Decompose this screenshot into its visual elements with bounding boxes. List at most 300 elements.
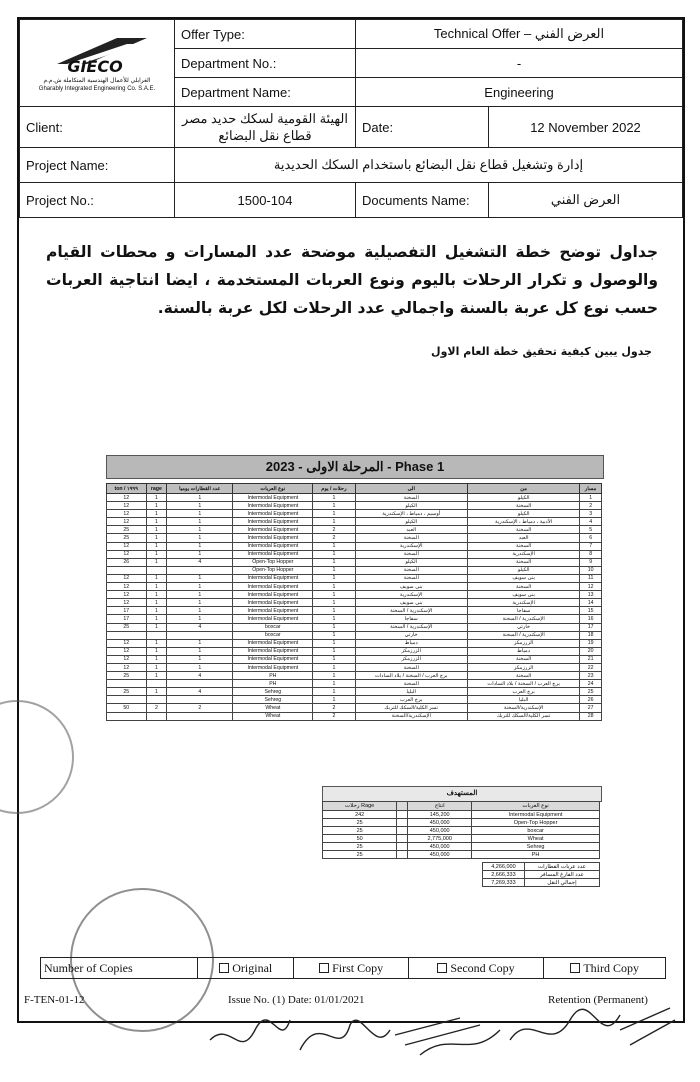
table-cell: العبد	[355, 526, 467, 534]
table-cell: Intermodal Equipment	[472, 811, 600, 819]
table-cell: 1	[167, 647, 233, 655]
phase-table-row	[107, 688, 602, 696]
table-cell: 12	[107, 655, 147, 663]
table-cell: الكيلو	[355, 502, 467, 510]
phase-table-row	[107, 647, 602, 655]
column-header: من	[467, 484, 579, 494]
documents-name-value: العرض الفني	[489, 183, 683, 218]
phase-table-row	[107, 542, 602, 550]
table-cell: الإسكندرية	[355, 591, 467, 599]
table-cell: 1	[146, 526, 167, 534]
copy-third[interactable]	[544, 958, 666, 979]
table-cell: 25	[107, 534, 147, 542]
table-cell: 1	[313, 566, 355, 574]
table-cell: Intermodal Equipment	[233, 494, 313, 502]
table-cell: 1	[313, 696, 355, 704]
table-cell: 12	[107, 550, 147, 558]
table-cell: خارتي	[467, 623, 579, 631]
table-cell: 1	[146, 639, 167, 647]
logo-emblem-icon	[37, 34, 157, 74]
column-header: الى	[355, 484, 467, 494]
phase-table-row	[107, 502, 602, 510]
totals-table-row	[483, 871, 600, 879]
column-header: عدد القطارات يوميا	[167, 484, 233, 494]
table-cell: 8	[580, 550, 602, 558]
phase-table-row	[107, 534, 602, 542]
table-cell	[146, 712, 167, 720]
phase-table-row	[107, 631, 602, 639]
table-cell: 1	[313, 591, 355, 599]
table-cell: 1	[313, 607, 355, 615]
table-cell: السخنة	[355, 550, 467, 558]
logo-arabic-name: الغرابلي للأعمال الهندسية المتكاملة ش.م.م	[43, 77, 151, 84]
table-cell: السخنة	[355, 566, 467, 574]
table-cell: 12	[107, 647, 147, 655]
table-cell: بنى سويف	[467, 591, 579, 599]
table-cell: الزرزمكز	[355, 655, 467, 663]
table-cell: 12	[107, 639, 147, 647]
phase-table-row	[107, 591, 602, 599]
phase-table-row	[107, 623, 602, 631]
table-cell: السخنة	[355, 680, 467, 688]
table-cell: السخنة	[467, 542, 579, 550]
table-cell: 4,266,000	[483, 863, 525, 871]
table-cell: 50	[323, 835, 397, 843]
table-cell: 25	[323, 819, 397, 827]
table-cell: البليا	[467, 696, 579, 704]
phase-table-row	[107, 566, 602, 574]
table-cell: Intermodal Equipment	[233, 599, 313, 607]
phase-table	[106, 483, 602, 721]
copy-second-label: Second Copy	[450, 960, 515, 975]
table-cell: 1	[146, 550, 167, 558]
phase-table-header	[107, 484, 602, 494]
table-cell	[167, 696, 233, 704]
table-cell: 25	[107, 623, 147, 631]
table-cell: 1	[167, 583, 233, 591]
table-cell: 1	[313, 518, 355, 526]
column-header: rage	[146, 484, 167, 494]
table-cell: 21	[580, 655, 602, 663]
table-cell: 1	[146, 583, 167, 591]
phase-table-row	[107, 550, 602, 558]
table-cell: 1	[313, 623, 355, 631]
totals-table-row	[483, 879, 600, 887]
table-cell: السخنة	[467, 655, 579, 663]
date-value: 12 November 2022	[489, 107, 683, 148]
table-cell: 2	[313, 712, 355, 720]
table-cell: خارتي	[355, 631, 467, 639]
copy-original[interactable]	[198, 958, 294, 979]
table-cell: Intermodal Equipment	[233, 591, 313, 599]
department-name-value: Engineering	[356, 78, 683, 107]
table-cell: 25	[323, 827, 397, 835]
table-cell: 2	[313, 526, 355, 534]
table-cell: تسر الكلية/السكك للتربك	[467, 712, 579, 720]
table-cell: البليا	[355, 688, 467, 696]
table-cell: 1	[167, 518, 233, 526]
table-cell: بنى سويف	[467, 574, 579, 582]
table-cell: Intermodal Equipment	[233, 518, 313, 526]
table-cell: إجمالي النقل	[524, 879, 599, 887]
table-cell: دمياط	[355, 639, 467, 647]
table-cell	[397, 811, 408, 819]
future-table-title: المستهدف	[322, 786, 602, 802]
table-cell: الزرزمكز	[467, 639, 579, 647]
table-cell: Open-Top Hopper	[233, 558, 313, 566]
table-cell: 1	[313, 583, 355, 591]
table-cell: Intermodal Equipment	[233, 542, 313, 550]
table-cell: 9	[580, 558, 602, 566]
table-cell: الكيلو	[467, 510, 579, 518]
table-cell: 450,000	[408, 819, 472, 827]
table-cell: 1	[313, 647, 355, 655]
table-cell	[397, 851, 408, 859]
table-cell: 12	[107, 502, 147, 510]
table-cell	[397, 827, 408, 835]
table-cell: Open-Top Hopper	[233, 566, 313, 574]
table-cell: الزرزمكز	[355, 647, 467, 655]
table-cell: 12	[107, 494, 147, 502]
table-cell: 2	[167, 704, 233, 712]
table-cell: 10	[580, 566, 602, 574]
table-cell: 25	[580, 688, 602, 696]
documents-name-label: Documents Name:	[356, 183, 489, 218]
future-table-row	[323, 827, 600, 835]
table-cell	[146, 696, 167, 704]
table-cell: 25	[323, 851, 397, 859]
table-cell: boxcar	[233, 631, 313, 639]
column-header: رحلات / يوم	[313, 484, 355, 494]
phase-banner: المرحلة الاولى - 2023 - Phase 1	[106, 455, 604, 479]
phase-table-row	[107, 510, 602, 518]
table-cell: 25	[107, 688, 147, 696]
table-cell: 16	[580, 615, 602, 623]
table-cell	[146, 631, 167, 639]
company-logo	[20, 20, 175, 107]
header-table	[19, 19, 683, 218]
table-cell: 12	[107, 510, 147, 518]
table-cell: 26	[107, 558, 147, 566]
table-cell: 1	[313, 655, 355, 663]
table-cell: 1	[313, 502, 355, 510]
table-cell: Wheat	[233, 712, 313, 720]
table-cell: Intermodal Equipment	[233, 639, 313, 647]
table-cell: boxcar	[233, 623, 313, 631]
table-cell: 4	[167, 623, 233, 631]
table-cell: الإسكندرية / السخنة	[467, 631, 579, 639]
copy-third-label: Third Copy	[583, 960, 639, 975]
copy-second[interactable]	[408, 958, 544, 979]
table-cell: PH	[233, 672, 313, 680]
table-cell: 1	[167, 615, 233, 623]
table-cell: 1	[146, 655, 167, 663]
handwritten-signatures	[200, 1000, 680, 1076]
table-cell: 12	[107, 583, 147, 591]
copies-table	[40, 957, 666, 979]
table-cell: 1	[313, 494, 355, 502]
future-table-body	[323, 811, 600, 859]
table-cell: 1	[313, 550, 355, 558]
table-cell: الإسكندرية	[467, 599, 579, 607]
table-cell: 14	[580, 599, 602, 607]
table-cell: 2,775,000	[408, 835, 472, 843]
table-cell	[107, 631, 147, 639]
table-cell: برج العرب	[467, 688, 579, 696]
phase-table-row	[107, 696, 602, 704]
future-table-header	[323, 802, 600, 811]
table-cell: الإسكندرية/السخنة	[467, 704, 579, 712]
table-cell: 1	[167, 599, 233, 607]
phase-table-row	[107, 583, 602, 591]
table-cell: الإسكندرية / السخنة	[467, 615, 579, 623]
phase-table-row	[107, 526, 602, 534]
table-cell: الإسكندرية/السخنة	[355, 712, 467, 720]
table-cell: Open-Top Hopper	[472, 819, 600, 827]
table-cell: السخنة	[355, 494, 467, 502]
table-cell: 1	[167, 574, 233, 582]
column-header: نوع العربات	[472, 802, 600, 811]
table-cell: Intermodal Equipment	[233, 510, 313, 518]
table-cell: السخنة	[467, 526, 579, 534]
table-cell: 1	[146, 591, 167, 599]
table-cell: 1	[167, 639, 233, 647]
table-cell: 7	[580, 542, 602, 550]
table-cell: 4	[167, 688, 233, 696]
table-cell: 1	[313, 688, 355, 696]
table-cell: 4	[580, 518, 602, 526]
table-cell: الكيلو	[467, 494, 579, 502]
table-cell: 2	[580, 502, 602, 510]
table-cell: السخنة	[467, 558, 579, 566]
table-cell: 1	[146, 534, 167, 542]
table-cell: الأدبية ، دمياط ، الإسكندرية	[467, 518, 579, 526]
table-cell: 24	[580, 680, 602, 688]
table-cell: Sehreg	[472, 843, 600, 851]
table-cell	[107, 712, 147, 720]
table-cell: 2	[146, 704, 167, 712]
table-cell: 1	[146, 663, 167, 671]
table-cell: 1	[146, 615, 167, 623]
table-cell: 15	[580, 607, 602, 615]
table-cell: 1	[146, 599, 167, 607]
offer-type-value: Technical Offer – العرض الفني	[356, 20, 683, 49]
table-cell: بنى سويف	[355, 583, 467, 591]
table-cell: السخنة	[355, 534, 467, 542]
future-table-row	[323, 843, 600, 851]
table-cell: سفاجا	[467, 607, 579, 615]
table-cell: 1	[313, 615, 355, 623]
offer-type-label: Offer Type:	[175, 20, 356, 49]
table-cell: 17	[107, 607, 147, 615]
table-cell: 5	[580, 526, 602, 534]
table-cell: 19	[580, 639, 602, 647]
table-cell: 6	[580, 534, 602, 542]
table-cell: برج العرب / السخنة / بلاد السادات	[467, 680, 579, 688]
copy-first[interactable]	[294, 958, 408, 979]
table-cell: السخنة	[355, 574, 467, 582]
table-cell: 450,000	[408, 843, 472, 851]
table-cell: 25	[107, 526, 147, 534]
table-cell: الكيلو	[355, 558, 467, 566]
table-cell: 12	[107, 574, 147, 582]
copies-label: Number of Copies	[41, 958, 198, 979]
table-cell: Intermodal Equipment	[233, 574, 313, 582]
table-cell: 4	[167, 558, 233, 566]
table-cell: Intermodal Equipment	[233, 526, 313, 534]
table-cell: 12	[107, 542, 147, 550]
table-cell: برج العرب	[355, 696, 467, 704]
table-cell: الإسكندرية	[355, 542, 467, 550]
table-cell: Intermodal Equipment	[233, 655, 313, 663]
copy-first-label: First Copy	[332, 960, 384, 975]
first-copy-checkbox[interactable]	[319, 963, 329, 973]
table-cell	[397, 843, 408, 851]
table-cell: Intermodal Equipment	[233, 502, 313, 510]
future-table-row	[323, 851, 600, 859]
table-cell: 1	[146, 518, 167, 526]
table-cell: 1	[146, 672, 167, 680]
table-cell: Wheat	[233, 704, 313, 712]
table-cell: Intermodal Equipment	[233, 583, 313, 591]
table-cell: 1	[167, 607, 233, 615]
phase-table-row	[107, 712, 602, 720]
logo-text: GIECO	[67, 56, 123, 74]
table-cell: 22	[580, 663, 602, 671]
table-cell: 1	[167, 655, 233, 663]
table-cell: 1	[313, 631, 355, 639]
table-cell: Intermodal Equipment	[233, 550, 313, 558]
column-header: مسار	[580, 484, 602, 494]
table-cell	[397, 835, 408, 843]
table-cell: الكيلو	[355, 518, 467, 526]
table-cell: السخنة	[467, 672, 579, 680]
table-cell: 1	[146, 574, 167, 582]
table-cell: 450,000	[408, 851, 472, 859]
phase-table-row	[107, 663, 602, 671]
table-cell: 1	[146, 688, 167, 696]
table-cell: 1	[313, 672, 355, 680]
table-cell: 25	[107, 672, 147, 680]
table-cell: Sehreg	[233, 696, 313, 704]
table-cell: تسر الكلية/السكك للتربك	[355, 704, 467, 712]
totals-table-body	[483, 863, 600, 887]
table-cell: 12	[580, 583, 602, 591]
table-subheading: جدول يبين كيفية تحقيق خطة العام الاول	[431, 345, 652, 358]
table-cell	[167, 631, 233, 639]
table-cell: سفاجا	[355, 615, 467, 623]
future-table	[322, 801, 600, 859]
phase-table-row	[107, 672, 602, 680]
table-cell: 1	[313, 574, 355, 582]
project-no-value: 1500-104	[175, 183, 356, 218]
table-cell: 25	[323, 843, 397, 851]
project-no-label: Project No.:	[20, 183, 175, 218]
table-cell: 1	[167, 526, 233, 534]
description-paragraph: جداول توضح خطة التشغيل التفصيلية موضحة عدد المسارات و محطات القيام والوصول و تكرار الرحلات باليوم ونوع العربات المستخدمة ، ايضا انتاجية العربات حسب نوع كل عربة بالسنة واجمالي عدد الرحلات لكل عربة بالسنة.	[46, 243, 658, 317]
table-cell: Sehreg	[233, 688, 313, 696]
date-label: Date:	[356, 107, 489, 148]
table-cell	[107, 696, 147, 704]
table-cell: PH	[472, 851, 600, 859]
table-cell: 145,200	[408, 811, 472, 819]
table-cell: دمياط	[467, 647, 579, 655]
table-cell: 12	[107, 599, 147, 607]
future-table-row	[323, 835, 600, 843]
table-cell: 1	[313, 542, 355, 550]
table-cell: 1	[167, 502, 233, 510]
totals-table-row	[483, 863, 600, 871]
table-cell: 1	[313, 510, 355, 518]
phase-table-row	[107, 574, 602, 582]
column-header: نوع العربات	[233, 484, 313, 494]
table-cell: 12	[107, 518, 147, 526]
department-name-label: Department Name:	[175, 78, 356, 107]
table-cell: 1	[313, 639, 355, 647]
table-cell	[397, 819, 408, 827]
table-cell: أوسيم ، دمياط ، الإسكندرية	[355, 510, 467, 518]
table-cell: 1	[167, 494, 233, 502]
column-header: ton / ١٩٩٩	[107, 484, 147, 494]
phase-table-row	[107, 680, 602, 688]
future-table-row	[323, 819, 600, 827]
table-cell	[167, 566, 233, 574]
table-cell: 17	[580, 623, 602, 631]
table-cell: 242	[323, 811, 397, 819]
original-checkbox[interactable]	[219, 963, 229, 973]
table-cell: السخنة	[467, 502, 579, 510]
table-cell: 1	[146, 558, 167, 566]
table-cell: Intermodal Equipment	[233, 663, 313, 671]
table-cell: 20	[580, 647, 602, 655]
table-cell: 2	[313, 534, 355, 542]
table-cell: عدد الفارغ المسافر	[524, 871, 599, 879]
table-cell	[107, 680, 147, 688]
table-cell: 12	[107, 663, 147, 671]
phase-table-body	[107, 494, 602, 721]
table-cell: الإسكندرية / السخنة	[355, 623, 467, 631]
third-copy-checkbox[interactable]	[570, 963, 580, 973]
phase-table-row	[107, 615, 602, 623]
table-cell: الإسكندرية	[467, 550, 579, 558]
table-cell: السخنة	[355, 663, 467, 671]
table-cell: Intermodal Equipment	[233, 534, 313, 542]
table-cell: بنى سويف	[355, 599, 467, 607]
totals-table	[482, 862, 600, 887]
table-cell: 1	[146, 510, 167, 518]
table-cell: 26	[580, 696, 602, 704]
table-cell: 18	[580, 631, 602, 639]
table-cell: 1	[313, 680, 355, 688]
table-cell: 1	[313, 558, 355, 566]
table-cell: 1	[146, 502, 167, 510]
second-copy-checkbox[interactable]	[437, 963, 447, 973]
retention-info: Retention (Permanent)	[548, 994, 648, 1006]
future-table-row	[323, 811, 600, 819]
phase-table-row	[107, 494, 602, 502]
table-cell: boxcar	[472, 827, 600, 835]
copy-original-label: Original	[232, 960, 273, 975]
table-cell: 1	[313, 663, 355, 671]
client-value-line1: الهيئة القومية لسكك حديد مصر	[182, 111, 348, 126]
table-cell: 1	[167, 663, 233, 671]
table-cell: 11	[580, 574, 602, 582]
table-cell: 1	[146, 542, 167, 550]
table-cell: 3	[580, 510, 602, 518]
table-cell: 2,666,333	[483, 871, 525, 879]
table-cell: العبد	[467, 534, 579, 542]
phase-table-row	[107, 704, 602, 712]
